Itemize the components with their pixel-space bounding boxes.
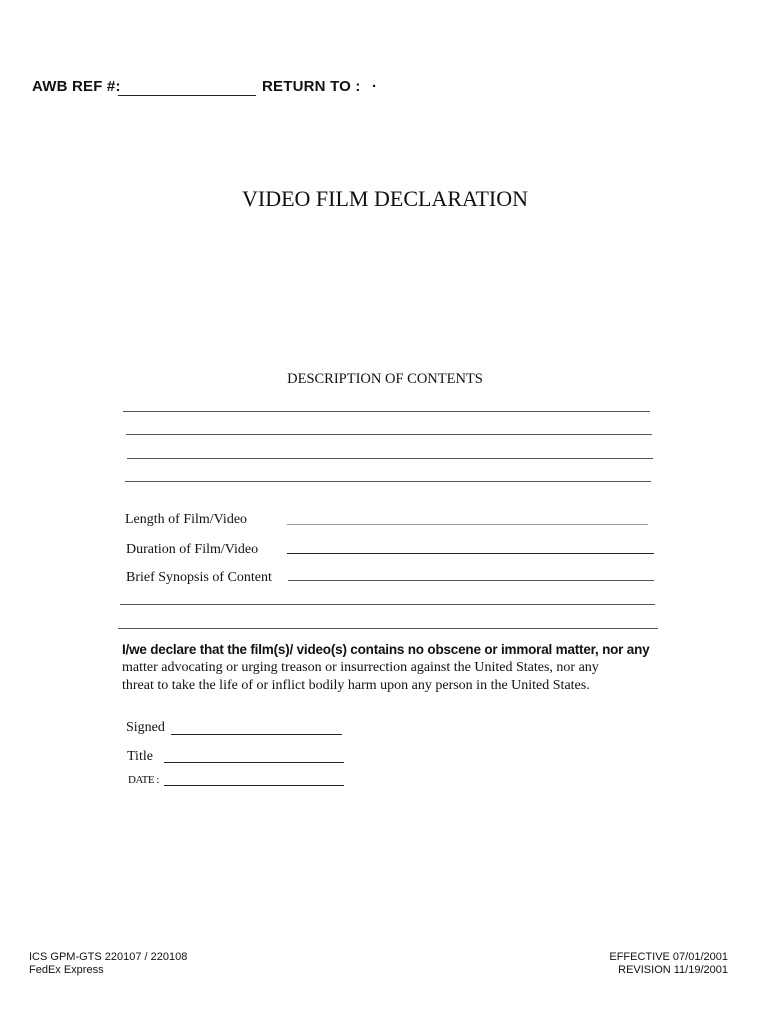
declaration-line-3: threat to take the life of or inflict bodily harm upon any person in the United States. [122,678,590,693]
length-label: Length of Film/Video [125,512,248,527]
awb-ref-label: AWB REF #: [32,78,121,95]
duration-label: Duration of Film/Video [126,542,259,557]
footer-left [29,951,187,977]
declaration-text [122,641,682,695]
footer-revision-date: REVISION 11/19/2001 [618,964,728,976]
description-heading: DESCRIPTION OF CONTENTS [287,371,483,387]
declaration-line-2: matter advocating or urging treason or insurrection against the United States, nor any [122,660,599,675]
synopsis-label: Brief Synopsis of Content [126,570,272,585]
synopsis-line-3[interactable] [118,628,658,629]
date-field[interactable] [164,785,344,786]
duration-field[interactable] [287,553,654,554]
length-field[interactable] [287,524,648,525]
awb-ref-field[interactable] [118,95,256,96]
signed-label: Signed [126,720,165,735]
footer-effective-date: EFFECTIVE 07/01/2001 [609,951,728,963]
footer-right [609,951,728,977]
date-label: DATE : [128,774,159,786]
description-line-1[interactable] [123,411,650,412]
declaration-bold-line: I/we declare that the film(s)/ video(s) contains no obscene or immoral matter, nor any [122,642,650,657]
title-label: Title [127,749,153,764]
description-line-3[interactable] [127,458,653,459]
return-to-value: · [372,78,378,95]
page-title: VIDEO FILM DECLARATION [242,186,528,211]
description-line-4[interactable] [125,481,651,482]
synopsis-line-2[interactable] [120,604,655,605]
footer-company: FedEx Express [29,964,104,976]
signed-field[interactable] [171,734,342,735]
return-to-label: RETURN TO : [262,78,361,95]
footer-form-code: ICS GPM-GTS 220107 / 220108 [29,951,188,963]
synopsis-field[interactable] [288,580,654,581]
title-field[interactable] [164,762,344,763]
description-line-2[interactable] [126,434,652,435]
